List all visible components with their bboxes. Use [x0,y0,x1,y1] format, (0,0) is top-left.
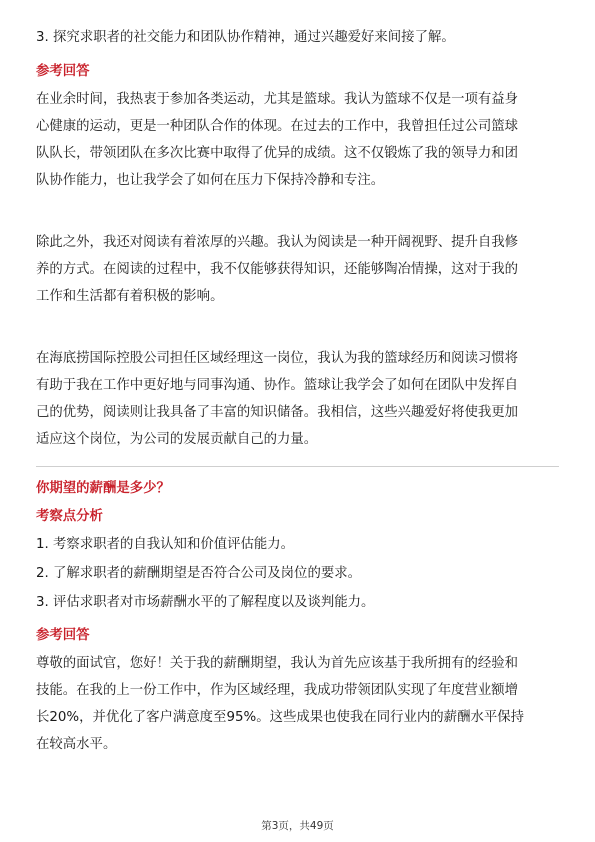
answer-paragraph-line: 在海底捞国际控股公司担任区域经理这一岗位，我认为我的篮球经历和阅读习惯将 [36,351,519,366]
answer-paragraph-line: 尊敬的面试官，您好！关于我的薪酬期望，我认为首先应该基于我所拥有的经验和 [36,656,519,671]
analysis-label: 考察点分析 [36,509,103,524]
reference-answer-label: 参考回答 [36,64,90,79]
answer-paragraph-line: 工作和生活都有着积极的影响。 [36,289,224,304]
analysis-point-2: 2. 了解求职者的薪酬期望是否符合公司及岗位的要求。 [36,566,362,581]
answer-paragraph-line: 在较高水平。 [36,737,117,752]
reference-answer-label: 参考回答 [36,628,90,643]
answer-paragraph-line: 在业余时间，我热衷于参加各类运动，尤其是篮球。我认为篮球不仅是一项有益身 [36,92,519,107]
page-indicator: 第3页，共49页 [261,820,334,832]
answer-paragraph-line: 适应这个岗位，为公司的发展贡献自己的力量。 [36,432,318,447]
answer-paragraph-line: 技能。在我的上一份工作中，作为区域经理，我成功带领团队实现了年度营业额增 [36,683,519,698]
answer-paragraph-line: 队队长，带领团队在多次比赛中取得了优异的成绩。这不仅锻炼了我的领导力和团 [36,146,519,161]
answer-paragraph-line: 长20%，并优化了客户满意度至95%。这些成果也使我在同行业内的薪酬水平保持 [36,710,525,725]
answer-paragraph-line: 队协作能力，也让我学会了如何在压力下保持冷静和专注。 [36,173,385,188]
answer-paragraph-line: 养的方式。在阅读的过程中，我不仅能够获得知识，还能够陶冶情操，这对于我的 [36,262,519,277]
answer-paragraph-line: 己的优势，阅读则让我具备了丰富的知识储备。我相信，这些兴趣爱好将使我更加 [36,405,519,420]
section-divider [36,466,559,467]
analysis-point-3: 3. 评估求职者对市场薪酬水平的了解程度以及谈判能力。 [36,595,375,610]
answer-paragraph-line: 除此之外，我还对阅读有着浓厚的兴趣。我认为阅读是一种开阔视野、提升自我修 [36,235,519,250]
question-heading: 你期望的薪酬是多少？ [36,481,170,496]
answer-paragraph-line: 有助于我在工作中更好地与同事沟通、协作。篮球让我学会了如何在团队中发挥自 [36,378,519,393]
answer-paragraph-line: 心健康的运动，更是一种团队合作的体现。在过去的工作中，我曾担任过公司篮球 [36,119,519,134]
analysis-point-1: 1. 考察求职者的自我认知和价值评估能力。 [36,537,295,552]
analysis-point-3: 3. 探究求职者的社交能力和团队协作精神，通过兴趣爱好来间接了解。 [36,30,455,45]
